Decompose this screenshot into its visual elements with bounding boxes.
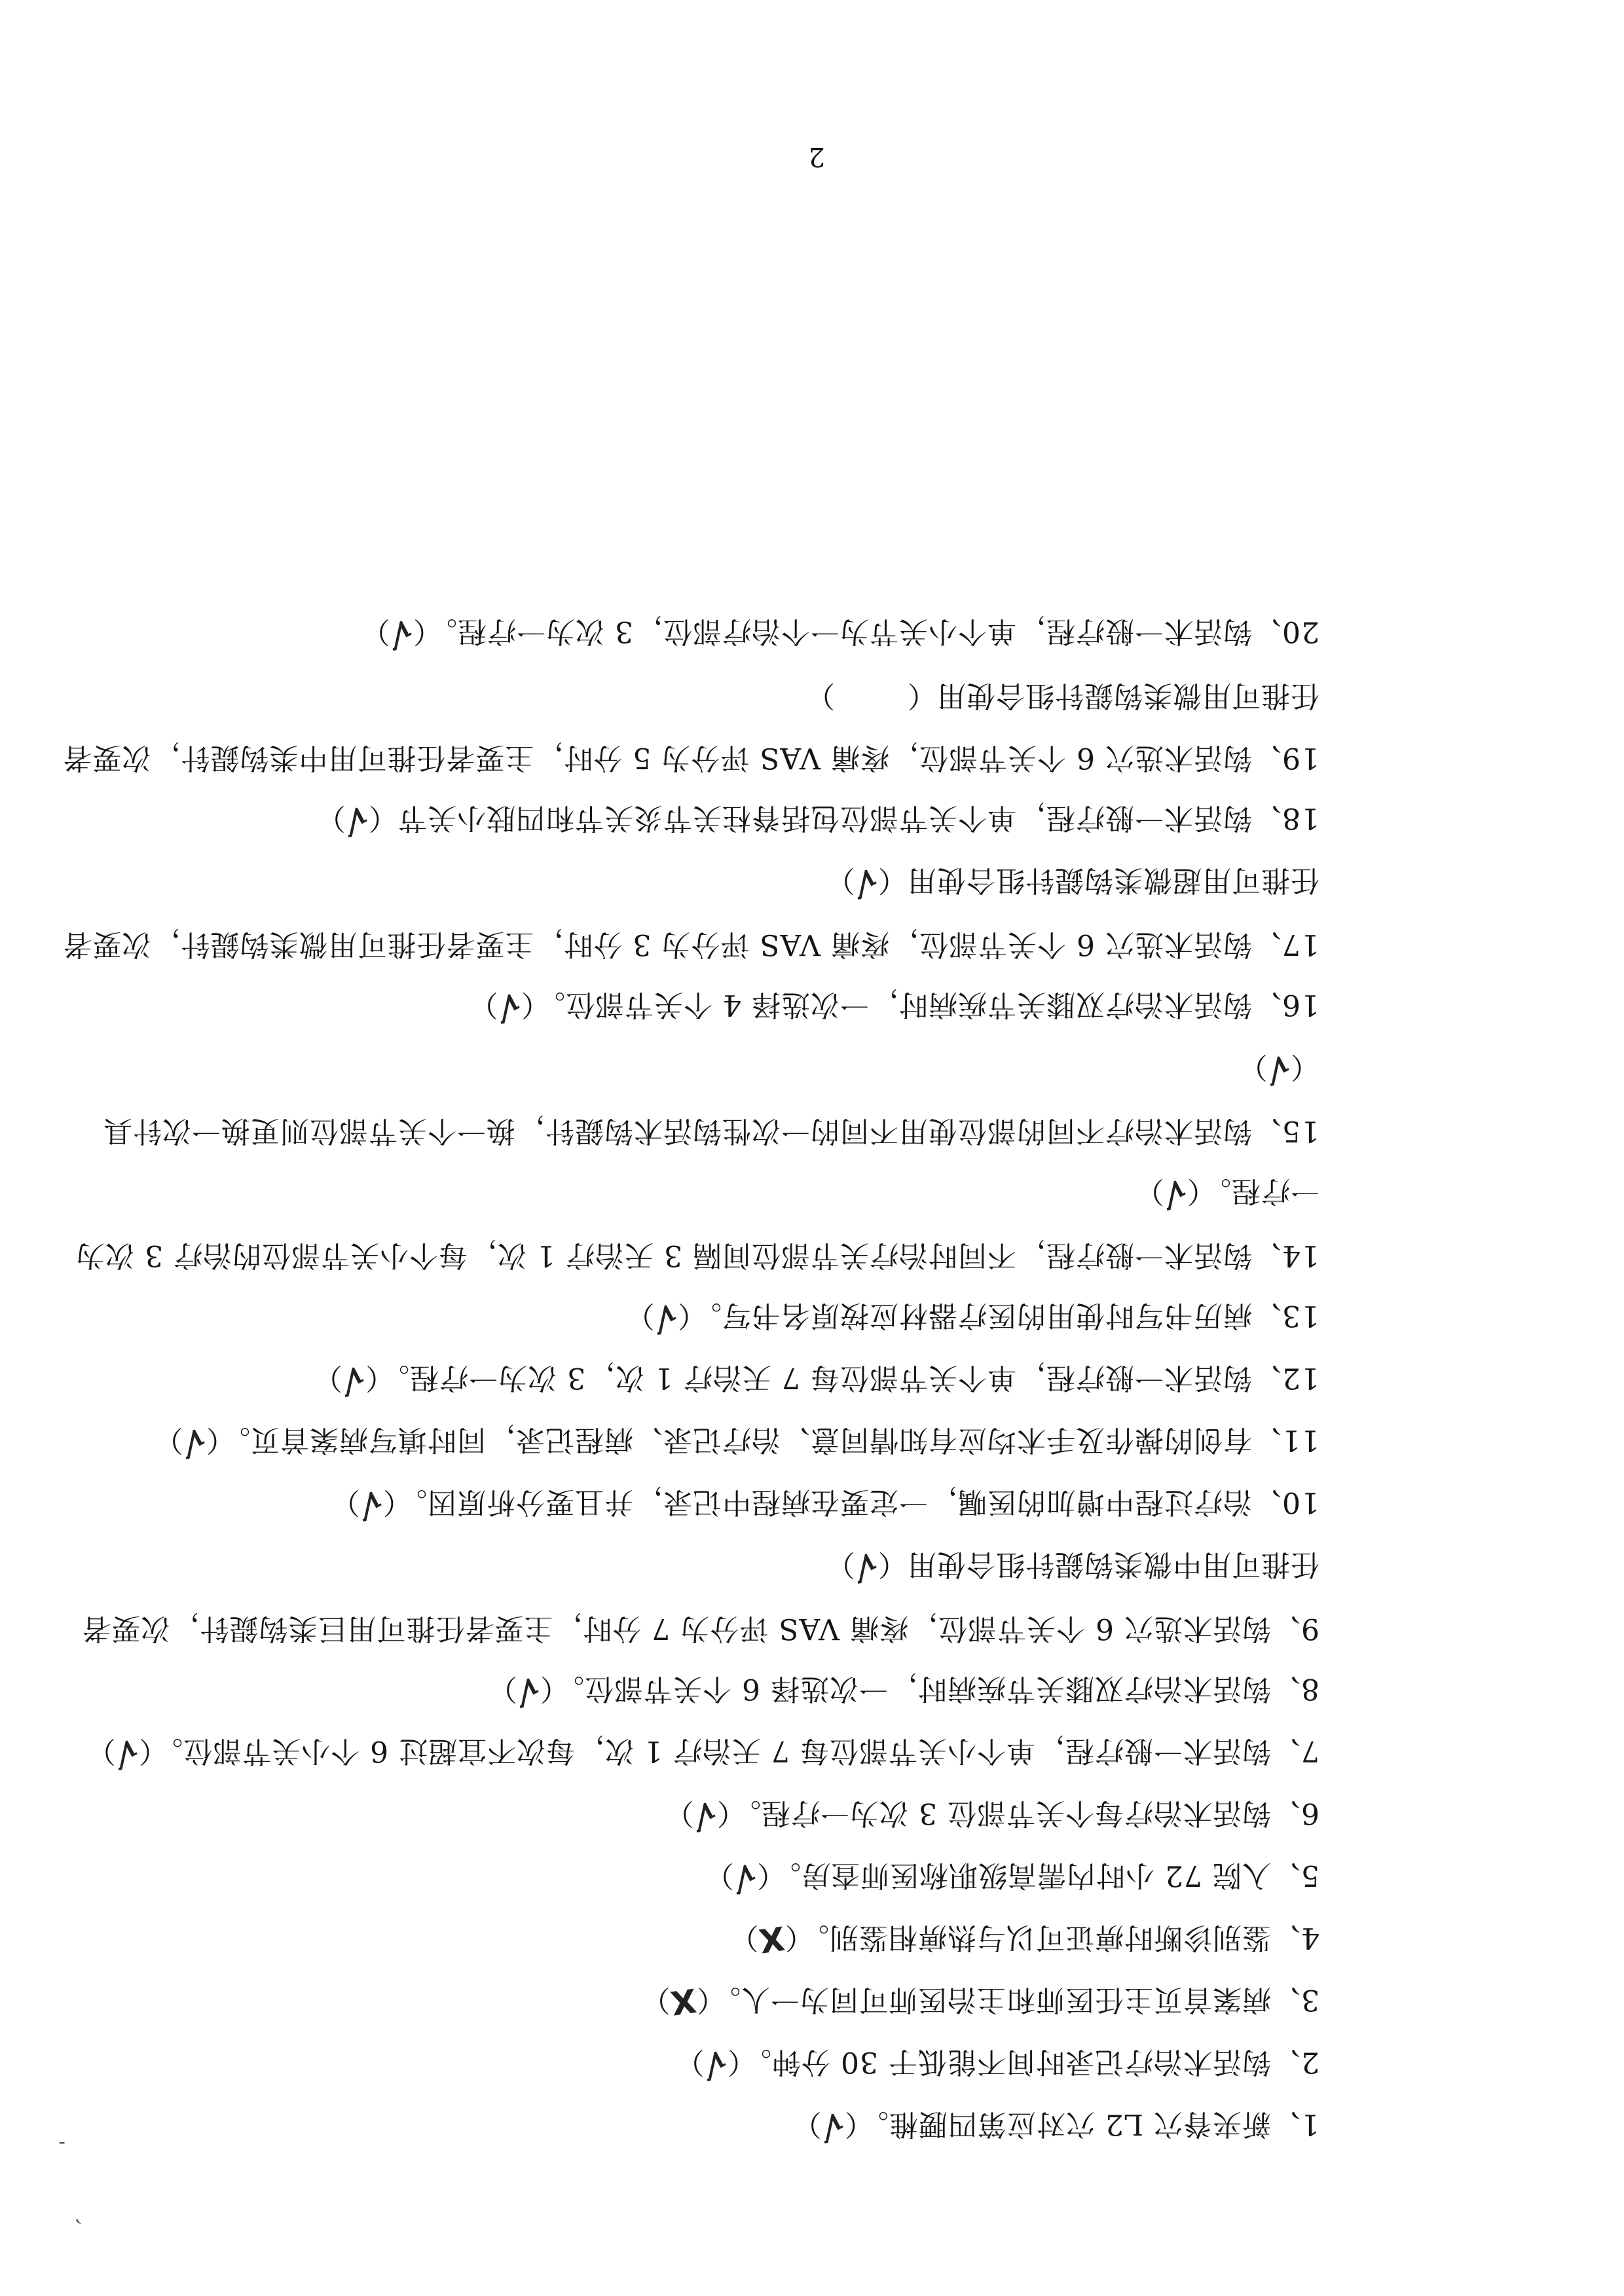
question-13 bbox=[625, 1296, 1320, 1337]
paren-close: ） bbox=[1238, 1050, 1268, 1084]
question-10 bbox=[331, 1482, 1320, 1523]
question-text: 钩活术治疗双膝关节疾病时，一次选择 4 个关节部位。（ bbox=[521, 988, 1252, 1021]
question-text: 钩活术选穴 6 个关节部位，疼痛 VAS 评分为 5 分时，主要者任推可用中类钩鍉针，次要者 bbox=[62, 741, 1252, 774]
paren-close: ） bbox=[704, 1859, 734, 1892]
question-12 bbox=[313, 1358, 1320, 1399]
check-mark: √ bbox=[701, 2043, 729, 2085]
check-mark: √ bbox=[1264, 1048, 1293, 1089]
question-number: 9、 bbox=[1271, 1612, 1320, 1645]
question-number: 14、 bbox=[1252, 1239, 1320, 1272]
paren-close: ） bbox=[153, 1423, 183, 1457]
question-text: 钩活术一般疗程，不同时治疗关节部位间隔 3 天治疗 1 次，每个小关节部位的治疗 3 次为 bbox=[75, 1239, 1252, 1272]
check-mark: √ bbox=[339, 1358, 367, 1400]
question-15 bbox=[103, 1111, 1320, 1150]
cross-mark: X bbox=[756, 1918, 787, 1960]
question-number: 10、 bbox=[1252, 1485, 1320, 1519]
question-text: 治疗过程中增加的医嘱，一定要在病程中记录，并且要分析原因。（ bbox=[382, 1485, 1252, 1519]
question-11 bbox=[154, 1420, 1320, 1461]
question-17 bbox=[62, 924, 1320, 964]
question-text: 任推可用中微类钩鍉针组合使用（ bbox=[877, 1548, 1320, 1581]
question-1 bbox=[792, 2104, 1320, 2145]
check-mark: √ bbox=[852, 1545, 880, 1587]
check-mark: √ bbox=[819, 2105, 847, 2147]
question-number: 11、 bbox=[1252, 1423, 1320, 1457]
check-mark: √ bbox=[852, 861, 880, 903]
check-mark: √ bbox=[1161, 1172, 1189, 1214]
question-text: 钩活术治疗每个关节部位 3 次为一疗程。（ bbox=[716, 1796, 1271, 1830]
question-2 bbox=[675, 2042, 1320, 2083]
check-mark: √ bbox=[652, 1296, 680, 1338]
question-number: 20、 bbox=[1252, 615, 1320, 648]
question-text: 钩活术治疗双膝关节疾病时，一次选择 6 个关节部位。（ bbox=[540, 1672, 1271, 1705]
page-number: 2 bbox=[808, 141, 825, 172]
question-text: 病案首页主任医师和主治医师可同为一人。（ bbox=[696, 1983, 1271, 2016]
paren-close: ） bbox=[316, 801, 346, 835]
check-mark: √ bbox=[691, 1794, 719, 1836]
question-9 bbox=[81, 1609, 1320, 1648]
question-text: （ bbox=[1290, 1050, 1320, 1084]
paren-close: ） bbox=[1134, 1175, 1164, 1208]
question-text: 新夹脊穴 L2 穴对应第四腰椎。（ bbox=[843, 2107, 1271, 2141]
question-text: 一疗程。（ bbox=[1187, 1175, 1320, 1208]
paren-close: ） bbox=[86, 1734, 116, 1768]
question-number: 19、 bbox=[1252, 741, 1320, 774]
question-number: 6、 bbox=[1271, 1796, 1320, 1830]
question-text: 鉴别诊断时痹证可以与热痹相鉴别。（ bbox=[784, 1921, 1271, 1954]
question-19 bbox=[62, 738, 1320, 777]
check-mark: √ bbox=[342, 799, 371, 841]
question-text: 任推可用微类钩鍉针组合使用（ bbox=[907, 679, 1320, 712]
question-15-continued bbox=[1238, 1047, 1320, 1088]
question-text: 入院 72 小时内需高级职称医师查房。（ bbox=[756, 1859, 1271, 1892]
question-number: 2、 bbox=[1271, 2045, 1320, 2079]
question-4 bbox=[729, 1918, 1320, 1959]
question-text: 钩活术治疗记录时间不能低于 30 分钟。（ bbox=[727, 2045, 1271, 2079]
check-mark: √ bbox=[180, 1421, 208, 1463]
question-text: 钩活术选穴 6 个关节部位，疼痛 VAS 评分为 7 分时，主要者任推可用巨类钩鍉针，次要者 bbox=[81, 1612, 1271, 1645]
check-mark: √ bbox=[113, 1732, 141, 1774]
question-number: 1、 bbox=[1271, 2107, 1320, 2141]
stray-mark: - bbox=[58, 2132, 65, 2155]
question-number: 4、 bbox=[1271, 1921, 1320, 1954]
paren-close: ） bbox=[674, 2045, 705, 2079]
cross-mark: X bbox=[667, 1980, 699, 2022]
paren-close: ） bbox=[487, 1672, 517, 1705]
question-5 bbox=[705, 1855, 1320, 1897]
question-19-continued bbox=[805, 676, 1320, 715]
check-mark: √ bbox=[731, 1856, 759, 1898]
question-text: 钩活术选穴 6 个关节部位，疼痛 VAS 评分为 3 分时，主要者任推可用微类钩鍉针，次要者 bbox=[62, 928, 1252, 961]
paren-close: ） bbox=[825, 864, 855, 897]
question-16 bbox=[469, 985, 1320, 1026]
paren-close: ） bbox=[805, 679, 835, 712]
question-number: 18、 bbox=[1252, 801, 1320, 835]
question-number: 8、 bbox=[1271, 1672, 1320, 1705]
paren-close: ） bbox=[330, 1485, 360, 1519]
question-text: 钩活术一般疗程，单个关节部位每 7 天治疗 1 次，3 次为一疗程。（ bbox=[365, 1361, 1252, 1394]
question-7 bbox=[86, 1731, 1320, 1772]
question-number: 5、 bbox=[1271, 1859, 1320, 1892]
question-18 bbox=[316, 798, 1320, 839]
question-number: 7、 bbox=[1271, 1734, 1320, 1768]
paren-close: ） bbox=[468, 988, 498, 1021]
question-text: 钩活术一般疗程，单个关节部位包括脊柱关节炎关节和四肢小关节（ bbox=[368, 801, 1252, 835]
question-text: 病历书写时使用的医疗器材应按原名书写。（ bbox=[677, 1299, 1252, 1332]
check-mark: √ bbox=[495, 985, 523, 1027]
paren-close: ） bbox=[729, 1921, 759, 1954]
question-6 bbox=[665, 1793, 1320, 1834]
check-mark: √ bbox=[514, 1669, 542, 1711]
question-text: 钩活术一般疗程，单个小关节部位每 7 天治疗 1 次，每次不宜超过 6 个小关节部位。（ bbox=[138, 1734, 1271, 1768]
question-number: 13、 bbox=[1252, 1299, 1320, 1332]
paren-close: ） bbox=[360, 615, 390, 648]
check-mark: √ bbox=[357, 1483, 385, 1525]
paren-close: ） bbox=[825, 1548, 855, 1581]
question-number: 17、 bbox=[1252, 928, 1320, 961]
paren-close: ） bbox=[625, 1299, 655, 1332]
paren-close: ） bbox=[664, 1796, 694, 1830]
question-14-continued bbox=[1135, 1171, 1320, 1212]
question-9-continued bbox=[826, 1544, 1320, 1586]
question-number: 3、 bbox=[1271, 1983, 1320, 2016]
question-text: 钩活术治疗不同的部位使用不同的一次性钩活术钩鍉针，换一个关节部位则更换一次针具 bbox=[103, 1114, 1252, 1148]
question-14 bbox=[75, 1235, 1320, 1275]
question-17-continued bbox=[826, 860, 1320, 902]
question-text: 钩活术一般疗程，单个小关节为一个治疗部位，3 次为一疗程。（ bbox=[413, 615, 1252, 648]
paren-close: ） bbox=[640, 1983, 671, 2016]
question-number: 15、 bbox=[1252, 1114, 1320, 1148]
question-3 bbox=[640, 1980, 1320, 2021]
question-text: 任推可用超微类钩鍉针组合使用（ bbox=[877, 864, 1320, 897]
question-20 bbox=[361, 611, 1320, 653]
question-number: 12、 bbox=[1252, 1361, 1320, 1394]
question-text: 有创的操作及手术均应有知情同意、治疗记录、病程记录，同时填写病案首页。（ bbox=[206, 1423, 1252, 1457]
check-mark: √ bbox=[387, 612, 415, 654]
stray-mark: 、 bbox=[62, 2215, 82, 2238]
paren-close: ） bbox=[312, 1361, 342, 1394]
question-number: 16、 bbox=[1252, 988, 1320, 1021]
paren-close: ） bbox=[792, 2107, 822, 2141]
question-8 bbox=[488, 1669, 1320, 1710]
